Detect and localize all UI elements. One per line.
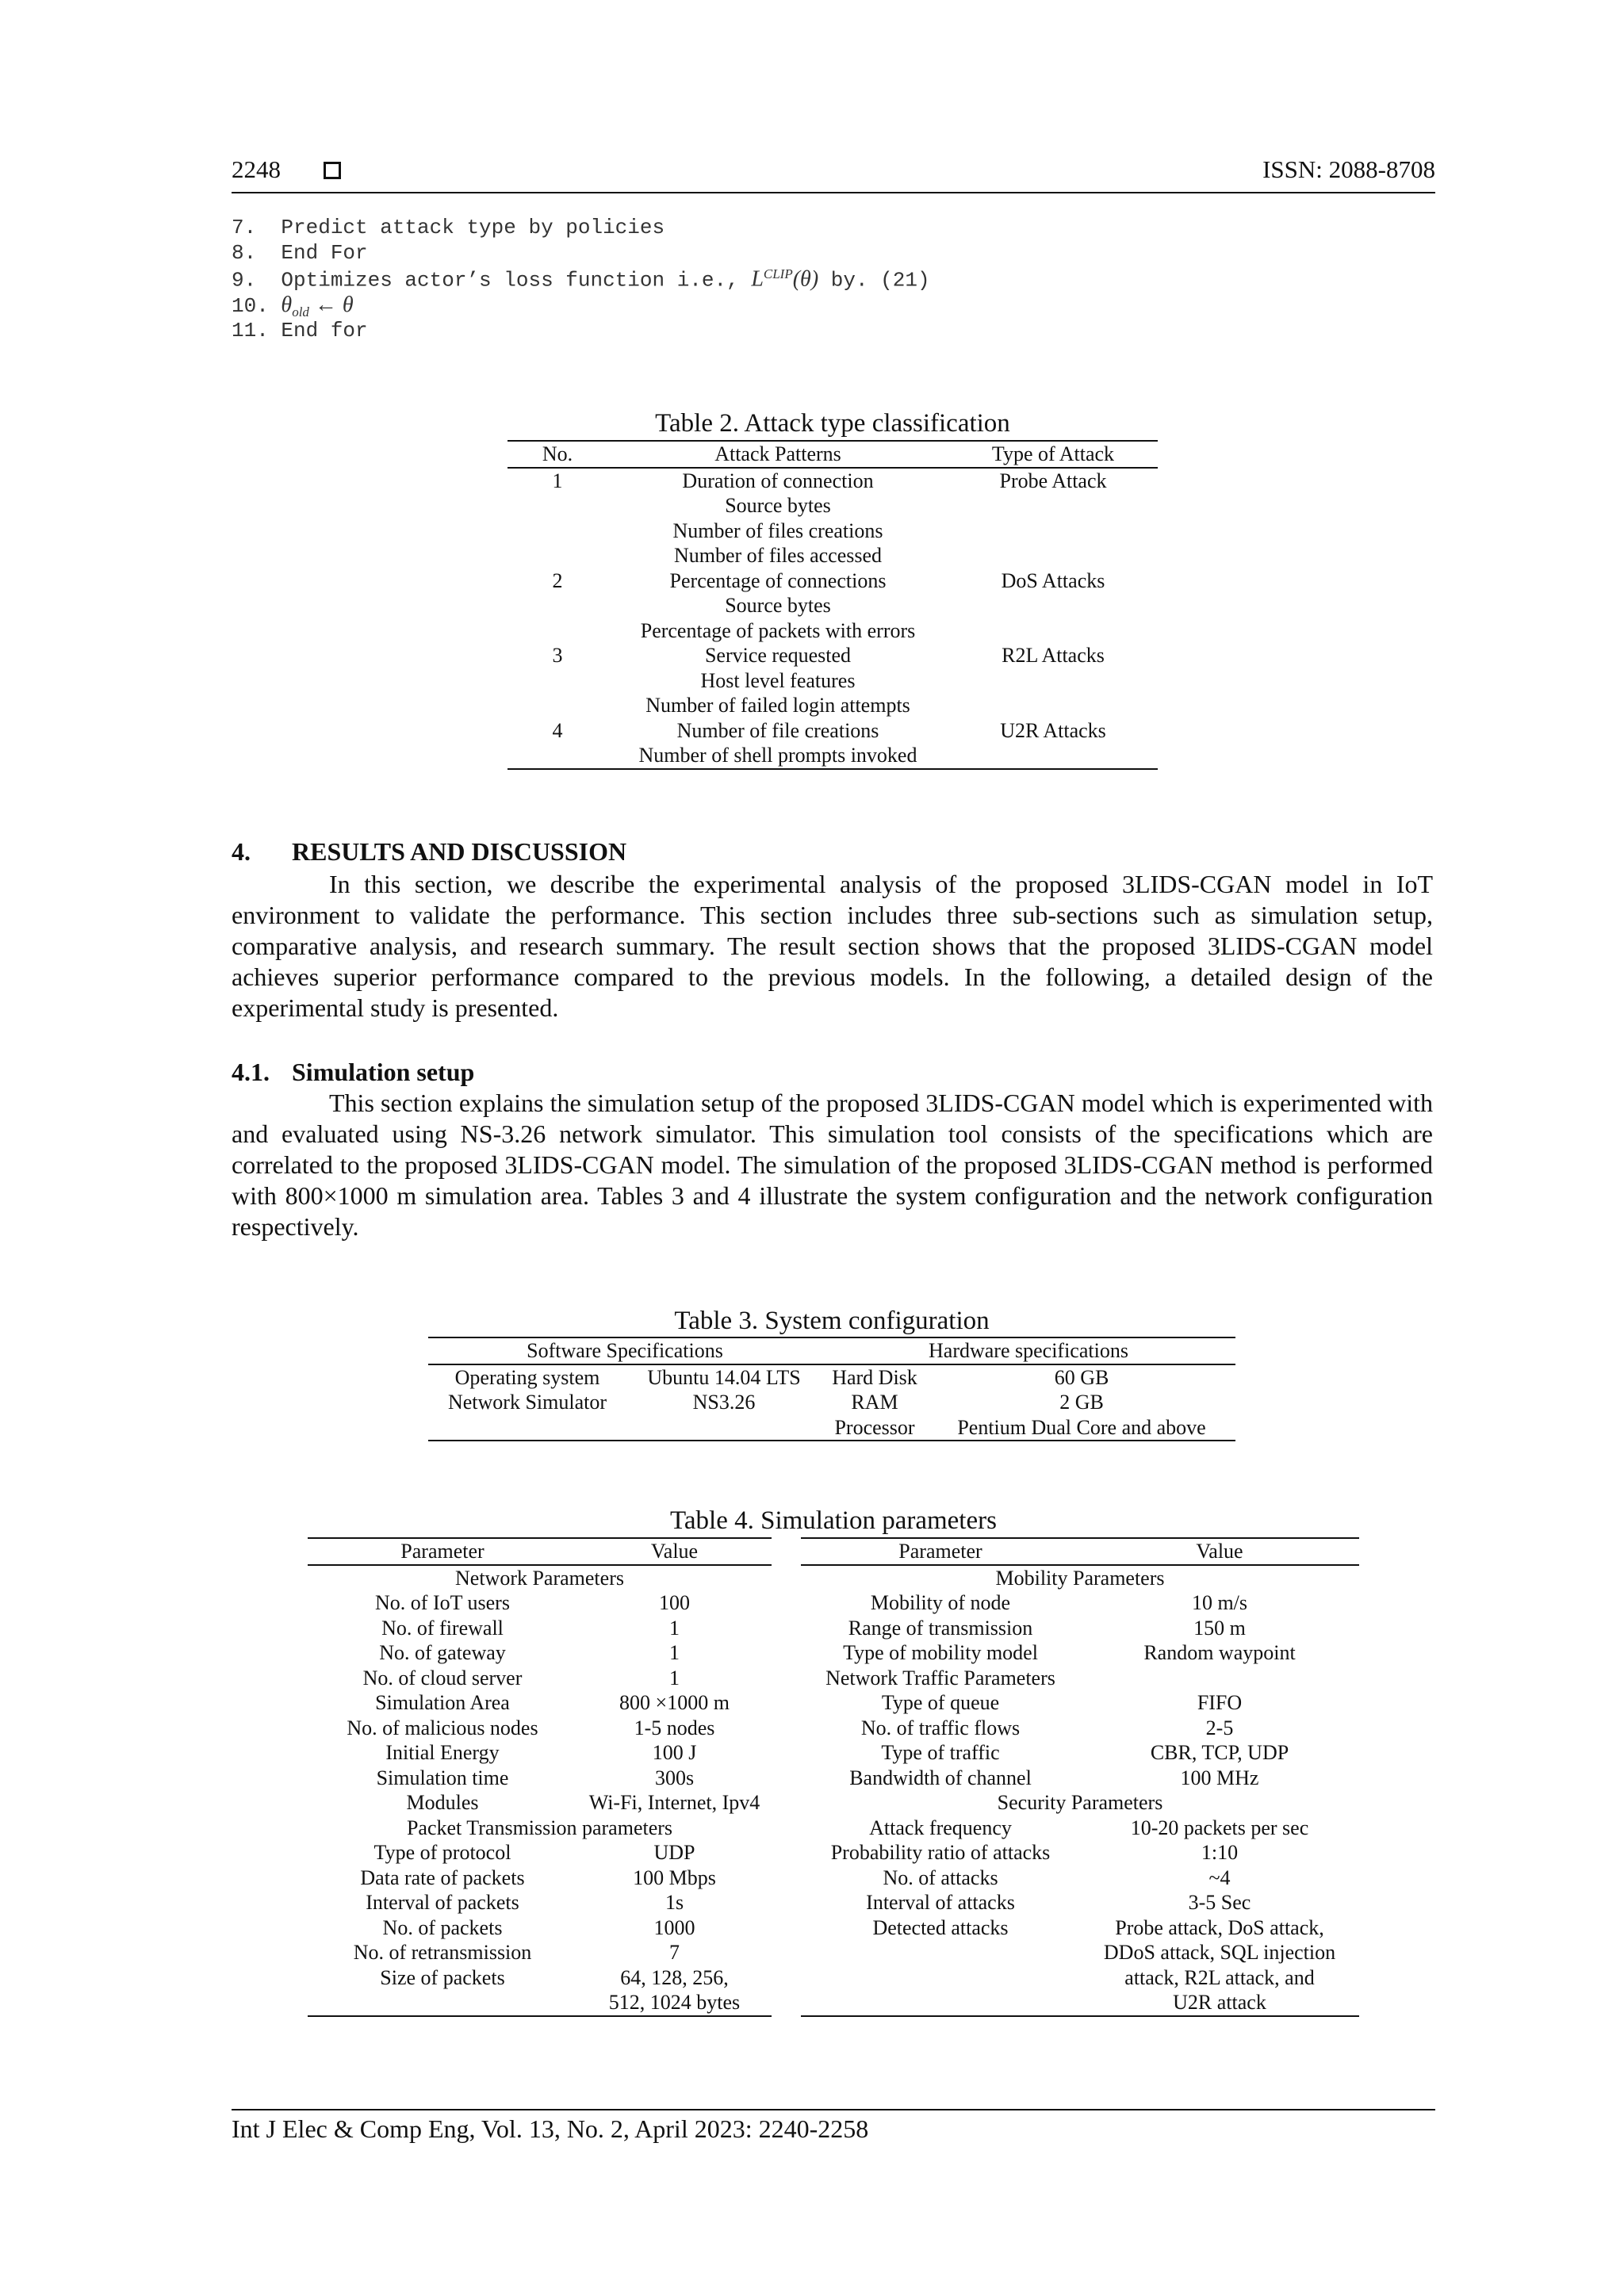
- table-row: [801, 1890, 1359, 1915]
- table-cell: 60 GB: [1054, 1365, 1109, 1389]
- table-cell: RAM: [851, 1391, 898, 1414]
- table-cell: [508, 668, 607, 694]
- table-row: [308, 1790, 772, 1816]
- table3-caption: Table 3. System configuration: [674, 1307, 990, 1335]
- table-row: [801, 1690, 1359, 1716]
- table-cell: No. of gateway: [379, 1641, 506, 1664]
- table-cell: Percentage of packets with errors: [640, 618, 916, 642]
- table-row: [308, 1965, 772, 1991]
- table-cell: Service requested: [704, 644, 852, 667]
- table-cell: 7: [669, 1941, 680, 1964]
- table-group-label: Packet Transmission parameters: [406, 1816, 673, 1839]
- table-cell: U2R attack: [1173, 1991, 1266, 2014]
- table-row: [308, 1640, 772, 1666]
- table-cell: [508, 743, 607, 769]
- table-row: [801, 1590, 1359, 1616]
- table-cell: [428, 1415, 626, 1441]
- table-cell: [508, 493, 607, 519]
- table2-caption: Table 2. Attack type classification: [655, 409, 1010, 438]
- code-line-10: 10. $\theta_{old}$ ← θ: [232, 293, 354, 320]
- section-4-1-paragraph: [232, 1088, 1433, 1242]
- table-row: [308, 1915, 772, 1941]
- table-cell: 100 MHz: [1180, 1766, 1259, 1789]
- table4-left: [308, 1539, 772, 2017]
- table-row: [508, 568, 1158, 594]
- table-cell: Type of traffic: [881, 1741, 1000, 1764]
- table2-header-row: [508, 442, 1158, 468]
- table-group-row: [308, 1816, 772, 1841]
- table-cell: Source bytes: [725, 494, 831, 517]
- table-cell: 1: [669, 1616, 680, 1640]
- table-cell: Simulation Area: [375, 1691, 510, 1714]
- table-row: [508, 519, 1158, 544]
- table-cell: [948, 593, 1158, 618]
- table-cell: Host level features: [700, 668, 856, 692]
- table-row: [508, 718, 1158, 744]
- table-group-row: [801, 1565, 1359, 1591]
- table-cell: Mobility of node: [870, 1591, 1011, 1614]
- code-line-9: 9. Optimizes actor’s loss function i.e., $L^{CLIP}(\theta)$ by. (21): [232, 266, 930, 293]
- table-cell: Number of files accessed: [673, 544, 883, 567]
- table-cell: Type of queue: [881, 1691, 1000, 1714]
- table-row: [801, 1816, 1359, 1841]
- table-group-row: [308, 1565, 772, 1591]
- table-cell: Interval of packets: [366, 1891, 519, 1914]
- table-cell: No. of packets: [382, 1915, 503, 1939]
- table3-header-hardware: Hardware specifications: [929, 1339, 1128, 1362]
- table-cell: Number of file creations: [676, 718, 879, 742]
- table-cell: 2 GB: [1059, 1391, 1104, 1414]
- table-cell: No. of attacks: [883, 1866, 998, 1889]
- table-group-label: Security Parameters: [997, 1791, 1163, 1814]
- table-row: [801, 1965, 1359, 1991]
- algorithm-code: [232, 216, 1183, 350]
- table-row: [801, 1915, 1359, 1941]
- table-row: [308, 1990, 772, 2016]
- table-row: [508, 593, 1158, 618]
- footer-rule: [232, 2109, 1435, 2110]
- table-cell: No. of malicious nodes: [347, 1716, 538, 1739]
- table3-header-row: [428, 1338, 1235, 1364]
- section-4-title: RESULTS AND DISCUSSION: [292, 837, 627, 866]
- table-cell: ~4: [1208, 1866, 1231, 1889]
- table-row: [801, 1866, 1359, 1891]
- table4-left-header-row: [308, 1539, 772, 1565]
- table-cell: Source bytes: [725, 594, 831, 617]
- table-cell: 100 J: [652, 1741, 697, 1764]
- table-cell: 1: [669, 1666, 680, 1689]
- table-cell: Probe attack, DoS attack,: [1115, 1915, 1324, 1939]
- table4-right-header-parameter: Parameter: [898, 1540, 982, 1563]
- table-cell: No. of traffic flows: [860, 1716, 1021, 1739]
- table-cell: 2-5: [1205, 1716, 1234, 1739]
- table-cell: 3: [552, 644, 563, 667]
- table-cell: [801, 1965, 1080, 1991]
- section-4-paragraph: [232, 869, 1433, 1024]
- table4-right: [801, 1539, 1359, 2017]
- table-row: [801, 1740, 1359, 1766]
- table-cell: 1: [669, 1641, 680, 1664]
- table-row: [308, 1866, 772, 1891]
- table-row: [508, 743, 1158, 769]
- table-cell: 10 m/s: [1191, 1591, 1248, 1614]
- table-cell: 100: [659, 1591, 690, 1614]
- table-row: [801, 1766, 1359, 1791]
- table-cell: [801, 1990, 1080, 2016]
- table-row: [508, 468, 1158, 494]
- table-group-row: [801, 1666, 1359, 1691]
- table-cell: 3-5 Sec: [1188, 1891, 1251, 1914]
- table-cell: 1-5 nodes: [634, 1716, 715, 1739]
- table-cell: U2R Attacks: [1000, 718, 1106, 742]
- table-cell: Modules: [406, 1791, 479, 1814]
- table-group-label: Mobility Parameters: [995, 1566, 1165, 1590]
- table-cell: No. of firewall: [381, 1616, 504, 1640]
- table-cell: Size of packets: [380, 1965, 505, 1989]
- table-row: [308, 1890, 772, 1915]
- table-group-label: Network Traffic Parameters: [825, 1666, 1055, 1689]
- issn: ISSN: 2088-8708: [1262, 155, 1435, 183]
- table-cell: 150 m: [1193, 1616, 1246, 1640]
- table-row: [308, 1940, 772, 1965]
- table2-header-patterns: Attack Patterns: [714, 442, 841, 465]
- code-line-7: 7. Predict attack type by policies: [232, 216, 665, 239]
- table-row: [801, 1616, 1359, 1641]
- code-line-8: 8. End For: [232, 241, 368, 265]
- table-cell: Pentium Dual Core and above: [957, 1415, 1206, 1439]
- table-cell: 1:10: [1201, 1841, 1239, 1864]
- table-row: [308, 1590, 772, 1616]
- table-cell: Wi-Fi, Internet, Ipv4: [588, 1791, 760, 1814]
- table4-right-header-row: [801, 1539, 1359, 1565]
- section-4-1-title: Simulation setup: [292, 1058, 475, 1086]
- table-row: [428, 1364, 1235, 1391]
- table-cell: Simulation time: [376, 1766, 509, 1789]
- table-cell: NS3.26: [692, 1391, 756, 1414]
- table-cell: UDP: [653, 1841, 695, 1864]
- table-row: [308, 1716, 772, 1741]
- table4-caption: Table 4. Simulation parameters: [670, 1506, 997, 1535]
- table-group-row: [801, 1790, 1359, 1816]
- table-row: [308, 1690, 772, 1716]
- table-group-label: Network Parameters: [455, 1566, 624, 1590]
- table-cell: [1080, 1666, 1359, 1691]
- table-row: [428, 1415, 1235, 1441]
- table-cell: [948, 693, 1158, 718]
- table-cell: Number of failed login attempts: [645, 694, 910, 717]
- table-cell: [508, 693, 607, 718]
- table-cell: Range of transmission: [848, 1616, 1033, 1640]
- table-cell: 4: [552, 718, 563, 742]
- table-cell: 300s: [654, 1766, 695, 1789]
- table-row: [508, 693, 1158, 718]
- section-4-1-text: This section explains the simulation setup of the proposed 3LIDS-CGAN model which is experimented with and evaluated using NS-3.26 network simulator. This simulation tool consists of the specifications which are correlated to the proposed 3LIDS-CGAN model. The simulation of the proposed 3LIDS-CGAN method is performed with 800×1000 m simulation area. Tables 3 and 4 illustrate the system configuration and the network configuration respectively.: [232, 1089, 1433, 1241]
- table-cell: 2: [552, 568, 563, 592]
- table-cell: Processor: [834, 1415, 915, 1439]
- table-cell: DoS Attacks: [1001, 568, 1105, 592]
- table-cell: No. of cloud server: [362, 1666, 523, 1689]
- table-cell: attack, R2L attack, and: [1124, 1965, 1315, 1989]
- table4-left-header-parameter: Parameter: [400, 1540, 485, 1563]
- code-line-11: 11. End for: [232, 319, 368, 342]
- header-rule: [232, 192, 1435, 193]
- table-row: [801, 1716, 1359, 1741]
- table-cell: Number of shell prompts invoked: [638, 744, 917, 767]
- table-row: [508, 668, 1158, 694]
- table-cell: Percentage of connections: [669, 568, 887, 592]
- table-cell: 10-20 packets per sec: [1130, 1816, 1309, 1839]
- table-cell: 1: [552, 469, 563, 492]
- table-cell: Number of files creations: [672, 519, 883, 542]
- table-cell: Type of protocol: [373, 1841, 511, 1864]
- table-cell: Data rate of packets: [360, 1866, 525, 1889]
- section-4-text: In this section, we describe the experimental analysis of the proposed 3LIDS-CGAN model in IoT environment to validate the performance. This section includes three sub-sections such as simulation setup, comparative analysis, and research summary. The result section shows that the proposed 3LIDS-CGAN model achieves superior performance compared to the previous models. In the following, a detailed design of the experimental study is presented.: [232, 870, 1433, 1022]
- table-cell: Duration of connection: [682, 469, 874, 492]
- table-cell: [308, 1990, 577, 2016]
- table-cell: [948, 668, 1158, 694]
- table-cell: Attack frequency: [869, 1816, 1012, 1839]
- table-cell: Probe Attack: [999, 469, 1107, 492]
- table-row: [308, 1766, 772, 1791]
- table-cell: Detected attacks: [872, 1915, 1009, 1939]
- table-cell: [801, 1940, 1080, 1965]
- table-cell: [508, 618, 607, 644]
- table-cell: [508, 543, 607, 568]
- table2-header-type: Type of Attack: [991, 442, 1115, 465]
- table-cell: [508, 519, 607, 544]
- table-cell: 64, 128, 256,: [620, 1965, 729, 1989]
- table2: [508, 442, 1158, 770]
- table-cell: Probability ratio of attacks: [830, 1841, 1051, 1864]
- table-cell: [948, 519, 1158, 544]
- table-cell: Network Simulator: [447, 1391, 607, 1414]
- table-cell: 100 Mbps: [633, 1866, 716, 1889]
- table-cell: [948, 618, 1158, 644]
- table-cell: No. of IoT users: [375, 1591, 510, 1614]
- table-cell: [626, 1415, 822, 1441]
- table-cell: Interval of attacks: [866, 1891, 1015, 1914]
- table-cell: Hard Disk: [832, 1365, 917, 1389]
- section-4-1-number: 4.1.: [232, 1058, 270, 1086]
- square-bullet-icon: [324, 162, 341, 179]
- table-row: [508, 643, 1158, 668]
- table-row: [508, 493, 1158, 519]
- footer-citation: Int J Elec & Comp Eng, Vol. 13, No. 2, April 2023: 2240-2258: [232, 2114, 869, 2143]
- table-cell: [508, 593, 607, 618]
- table-cell: Initial Energy: [385, 1741, 500, 1764]
- table-cell: 1s: [665, 1891, 684, 1914]
- table-cell: Ubuntu 14.04 LTS: [647, 1365, 801, 1389]
- page-number: 2248: [232, 155, 281, 183]
- table-cell: DDoS attack, SQL injection: [1103, 1941, 1336, 1964]
- table-cell: Type of mobility model: [843, 1641, 1038, 1664]
- table4-right-header-value: Value: [1196, 1540, 1243, 1563]
- table-row: [508, 618, 1158, 644]
- table-cell: [948, 743, 1158, 769]
- table-cell: No. of retransmission: [353, 1941, 532, 1964]
- section-4-number: 4.: [232, 837, 251, 866]
- table-row: [801, 1640, 1359, 1666]
- table-row: [801, 1840, 1359, 1866]
- table-row: [428, 1390, 1235, 1415]
- table-row: [308, 1666, 772, 1691]
- table-cell: Operating system: [454, 1365, 600, 1389]
- table-row: [508, 543, 1158, 568]
- table-cell: Random waypoint: [1143, 1641, 1296, 1664]
- table-cell: 800 ×1000 m: [619, 1691, 730, 1714]
- table-cell: [948, 543, 1158, 568]
- table-cell: [948, 493, 1158, 519]
- table-cell: R2L Attacks: [1002, 644, 1105, 667]
- table-cell: FIFO: [1197, 1691, 1243, 1714]
- table-cell: CBR, TCP, UDP: [1150, 1741, 1289, 1764]
- table-row: [801, 1990, 1359, 2016]
- table-row: [308, 1840, 772, 1866]
- table-cell: 1000: [653, 1915, 695, 1939]
- table-cell: 512, 1024 bytes: [608, 1991, 741, 2014]
- table-row: [308, 1616, 772, 1641]
- table-cell: Bandwidth of channel: [849, 1766, 1032, 1789]
- table-row: [801, 1940, 1359, 1965]
- table-row: [308, 1740, 772, 1766]
- table4-left-header-value: Value: [650, 1540, 699, 1563]
- table2-header-no: No.: [542, 442, 573, 465]
- table3: [428, 1338, 1235, 1441]
- table3-header-software: Software Specifications: [527, 1339, 723, 1362]
